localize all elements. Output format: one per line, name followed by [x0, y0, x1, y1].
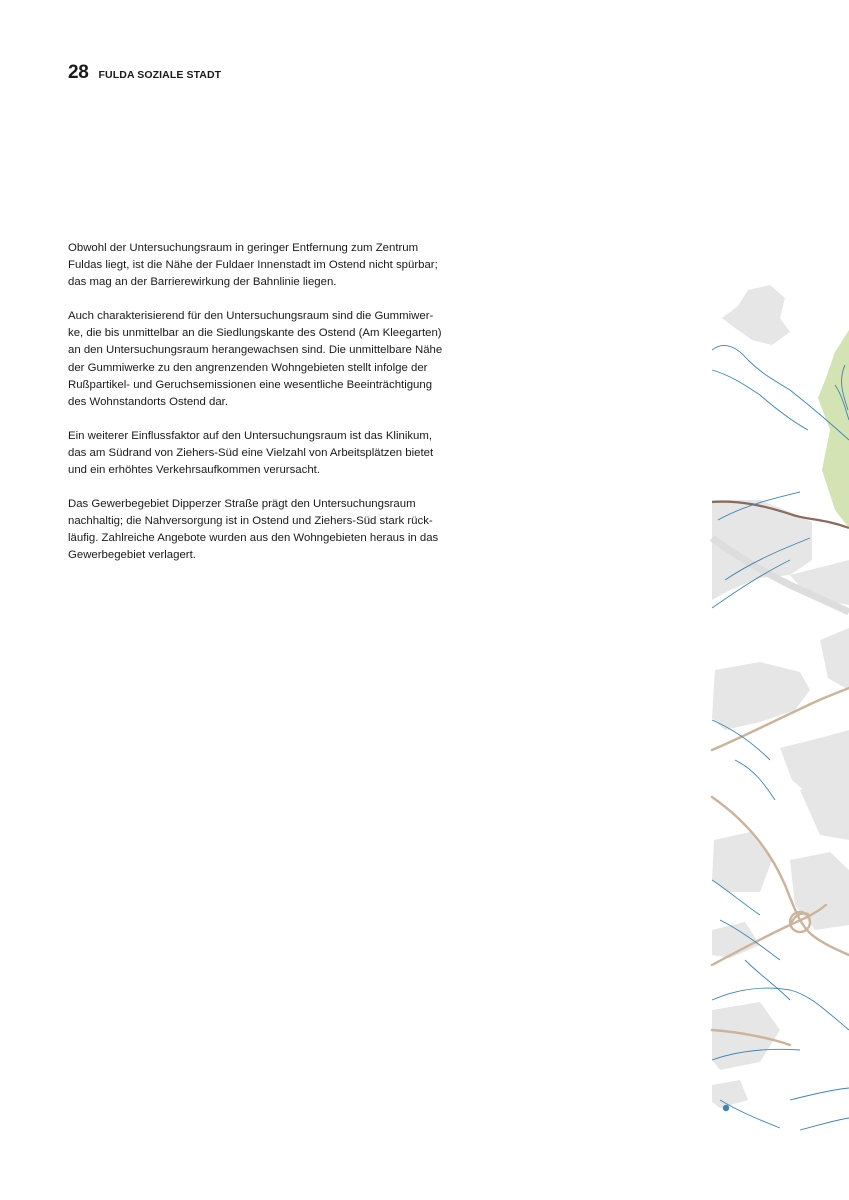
paragraph-gummiwerke: Auch charakterisierend für den Untersuchungsraum sind die Gummiwer- ke, die bis unmittelbar an die Siedlungskante des Ostend (Am Kleegarten) an den Untersuchungsraum herangewachsen sind. Die unmittelbare Nähe der Gummiwerke zu den angrenzenden Wohngebieten stellt infolge der Rußpartikel- und Geruchsemissionen eine wesentliche Beeinträchtigung des Wohnstandorts Ostend dar.	[68, 310, 443, 408]
page-number: 28	[68, 62, 89, 83]
paragraph-location: Obwohl der Untersuchungsraum in geringer Entfernung zum Zentrum Fuldas liegt, ist die Nähe der Fuldaer Innenstadt im Ostend nicht spürbar; das mag an der Barrierewirkung der Bahnlinie liegen.	[68, 242, 438, 289]
paragraph-klinikum: Ein weiterer Einflussfaktor auf den Untersuchungsraum ist das Klinikum, das am Südrand von Ziehers-Süd eine Vielzahl von Arbeitsplätzen bietet und ein erhöhtes Verkehrsaufkommen verursacht.	[68, 429, 434, 477]
paragraph-gewerbegebiet: Das Gewerbegebiet Dipperzer Straße prägt den Untersuchungsraum nachhaltig; die Nahversorgung ist in Ostend und Ziehers-Süd stark rück- läufig. Zahlreiche Angebote wurden aus den Wohngebieten heraus in das Gewerbegebiet verlagert.	[68, 498, 439, 562]
water-point	[723, 1105, 729, 1111]
green-area	[818, 330, 849, 528]
publication-title: FULDA SOZIALE STADT	[98, 69, 222, 81]
